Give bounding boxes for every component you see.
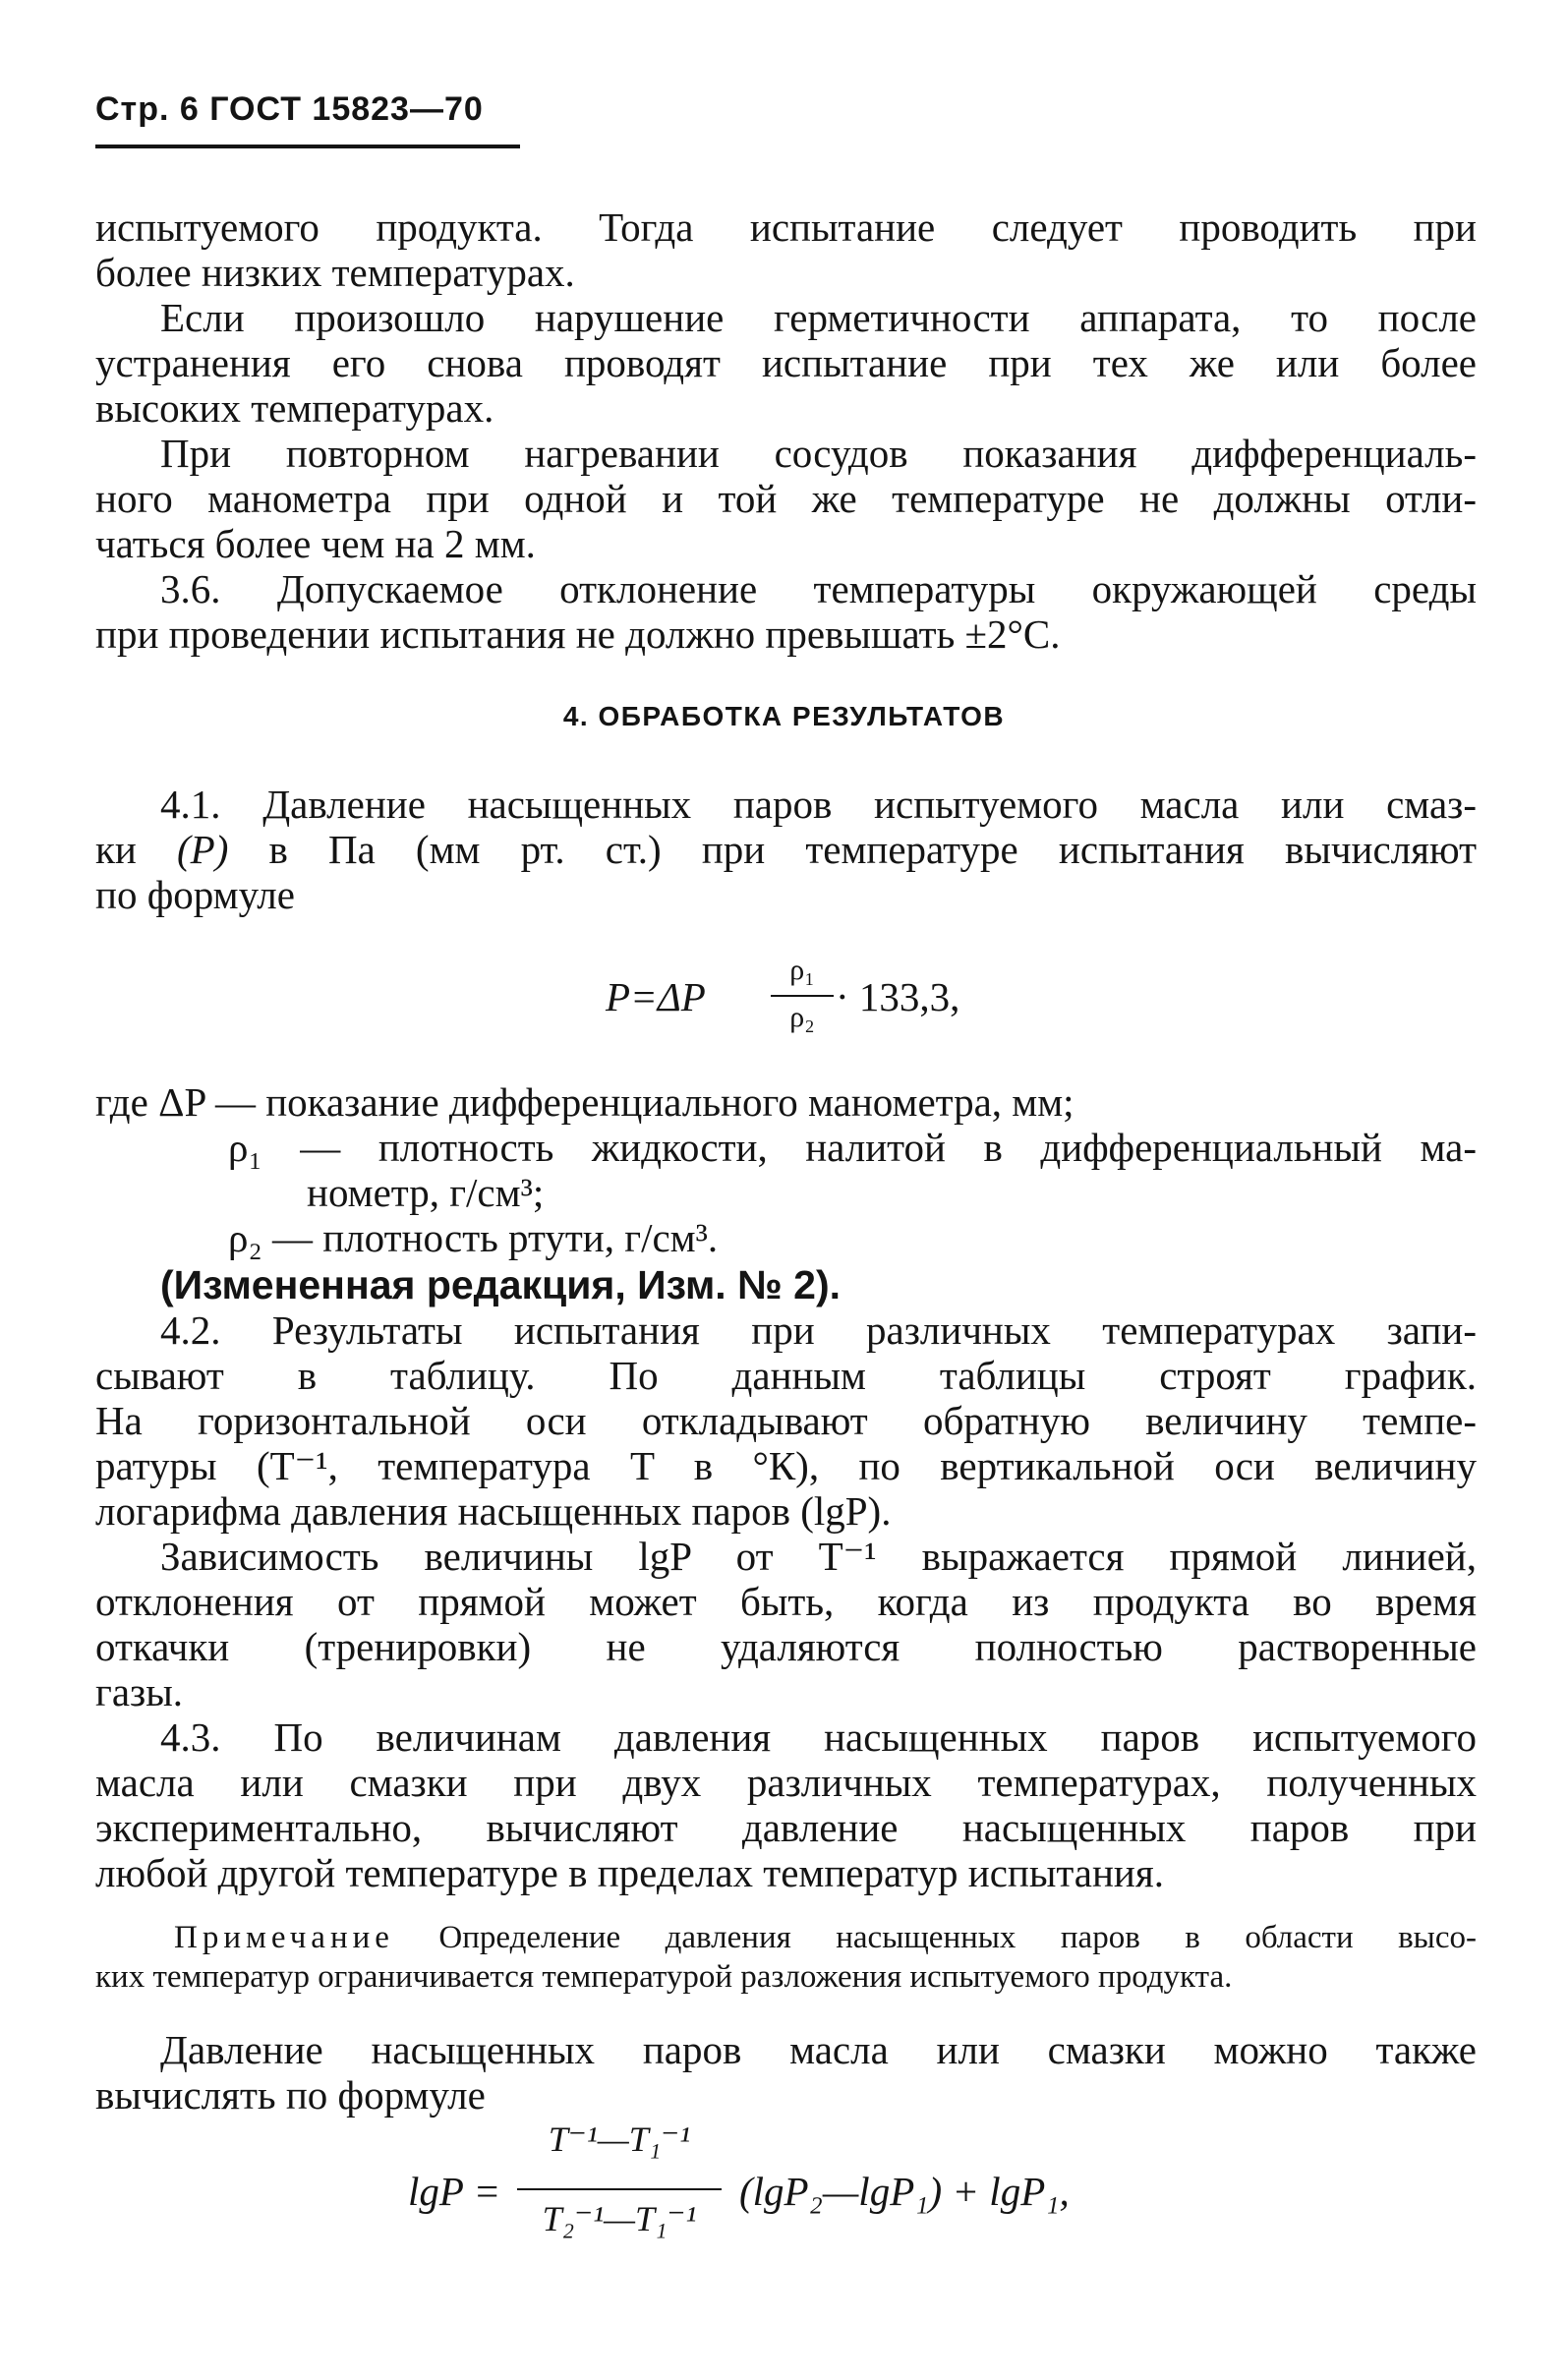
text-line: по формуле (95, 872, 295, 917)
formula-pressure (606, 973, 706, 1020)
formula-denominator: ρ₂ (789, 1001, 815, 1033)
text-line: На горизонтальной оси откладывают обратную величину темпе- (95, 1398, 1477, 1443)
text-line: сывают в таблицу. По данным таблицы строят график. (95, 1353, 1477, 1398)
text-line: При повторном нагревании сосудов показания дифференциаль- (160, 431, 1477, 476)
text-line: Если произошло нарушение герметичности аппарата, то после (160, 295, 1477, 340)
text-line: вычислять по формуле (95, 2072, 486, 2118)
text-line: более низких температурах. (95, 250, 575, 295)
formula-lhs: P (606, 974, 631, 1019)
amendment-note: (Измененная редакция, Изм. № 2). (160, 1262, 842, 1307)
text-fragment: ки (95, 827, 177, 872)
note-line: ких температур ограничивается температурой разложения испытуемого продукта. (95, 1959, 1233, 1995)
text-line: газы. (95, 1669, 184, 1714)
text-line: высоких температурах. (95, 385, 494, 431)
header-rule (95, 145, 520, 148)
formula-eq: =ΔP (630, 974, 706, 1019)
page-header: Стр. 6 ГОСТ 15823—70 (95, 90, 484, 128)
definition-delta-p: где ΔP — показание дифференциального манометра, мм; (95, 1079, 1074, 1125)
text-line: Зависимость величины lgP от T⁻¹ выражается прямой линией, (160, 1534, 1477, 1579)
text-line: 3.6. Допускаемое отклонение температуры окружающей среды (160, 566, 1477, 611)
text-line: откачки (тренировки) не удаляются полностью растворенные (95, 1624, 1477, 1669)
formula2-denominator: T₂⁻¹—T₁⁻¹ (542, 2199, 697, 2238)
text-line: экспериментально, вычисляют давление насыщенных паров при (95, 1805, 1477, 1850)
text-line: масла или смазки при двух различных температурах, полученных (95, 1760, 1477, 1805)
text-line: 4.2. Результаты испытания при различных температурах запи- (160, 1307, 1477, 1353)
definition-rho2: ρ₂ — плотность ртути, г/см³. (228, 1215, 719, 1260)
text-line: испытуемого продукта. Тогда испытание следует проводить при (95, 204, 1477, 250)
fraction-bar (517, 2188, 722, 2190)
text-line (95, 827, 1477, 872)
variable-p: (Р) (177, 827, 229, 872)
text-line: любой другой температуре в пределах температур испытания. (95, 1850, 1164, 1895)
definition-rho1: ρ₁ — плотность жидкости, налитой в дифференциальный ма- (228, 1125, 1477, 1170)
formula2-lhs: lgP = (408, 2169, 501, 2214)
section-heading: 4. ОБРАБОТКА РЕЗУЛЬТАТОВ (562, 701, 1006, 731)
formula-numerator: ρ₁ (789, 954, 815, 986)
text-line: ратуры (T⁻¹, температура T в °К), по вертикальной оси величину (95, 1443, 1477, 1488)
text-line: чаться более чем на 2 мм. (95, 521, 536, 566)
text-line: при проведении испытания не должно превышать ±2°С. (95, 611, 1061, 657)
note-label: Примечание (174, 1920, 394, 1955)
text-line: 4.3. По величинам давления насыщенных паров испытуемого (160, 1714, 1477, 1760)
text-line: логарифма давления насыщенных паров (lgP). (95, 1488, 892, 1534)
definition-rho1-cont: нометр, г/см³; (307, 1170, 545, 1215)
text-line: 4.1. Давление насыщенных паров испытуемого масла или смаз- (160, 782, 1477, 827)
note-text: Определение давления насыщенных паров в области высо- (393, 1920, 1477, 1955)
text-line: Давление насыщенных паров масла или смазки можно также (160, 2027, 1477, 2072)
note-line (174, 1919, 1477, 1956)
text-line: устранения его снова проводят испытание при тех же или более (95, 340, 1477, 385)
formula2-numerator: T⁻¹—T₁⁻¹ (548, 2119, 691, 2159)
text-line: отклонения от прямой может быть, когда из продукта во время (95, 1579, 1477, 1624)
formula2-tail: (lgP₂—lgP₁) + lgP₁, (739, 2169, 1070, 2214)
fraction-bar (771, 995, 834, 997)
text-fragment: в Па (мм рт. ст.) при температуре испытания вычисляют (228, 827, 1477, 872)
text-line: ного манометра при одной и той же температуре не должны отли- (95, 476, 1477, 521)
formula-tail: · 133,3, (836, 974, 960, 1019)
